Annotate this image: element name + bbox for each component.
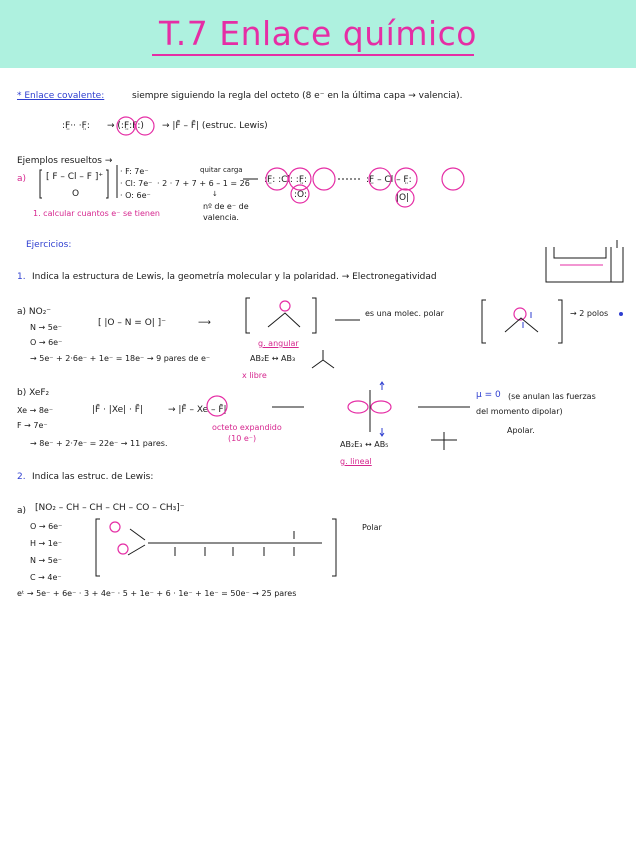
chain-formula: [NO₂ – CH – CH – CH – CO – CH₃]⁻ — [35, 503, 185, 513]
electron-cl: · Cl: 7e⁻ — [120, 179, 153, 188]
octet-rule: siempre siguiendo la regla del octeto (8 e⁻ en la última capa → valencia). — [132, 91, 463, 101]
exercises-heading: Ejercicios: — [26, 240, 72, 250]
f-atom-circle-1 — [117, 117, 135, 135]
chain-charge-circle-2 — [118, 544, 128, 554]
no2-arrow: ⟶ — [198, 318, 211, 328]
xef2-calc: → 8e⁻ + 2·7e⁻ = 22e⁻ → 11 pares. — [30, 439, 168, 448]
lewis-circle-o — [291, 185, 309, 203]
result-2: :F̤ – Cl – F̤: — [366, 175, 412, 185]
bracket-left-example — [40, 170, 42, 198]
chain-o: O → 6e⁻ — [30, 522, 63, 531]
page-title: T.7 Enlace químico — [159, 14, 477, 53]
xef2-xe: Xe → 8e⁻ — [17, 406, 54, 415]
orbital-right — [371, 401, 391, 413]
bracket-right-no2 — [312, 298, 316, 333]
q2-number: 2. — [17, 472, 26, 482]
bracket-right-polar — [558, 300, 562, 343]
chain-charge-circle-1 — [110, 522, 120, 532]
bracket-left-no2 — [246, 298, 250, 333]
no2-calc: → 5e⁻ + 2·6e⁻ + 1e⁻ = 18e⁻ → 9 pares de e⁻ — [30, 354, 211, 363]
no2-n: N → 5e⁻ — [30, 323, 63, 332]
f2-dots: :F̤·· ·F̤: — [62, 121, 90, 131]
mu-text: (se anulan las fuerzas — [508, 392, 596, 401]
valence-note: nº de e⁻ de valencia. — [203, 202, 249, 222]
apolar: Apolar. — [507, 426, 535, 435]
examples-heading: Ejemplos resueltos → — [17, 156, 113, 166]
chain-h: H → 1e⁻ — [30, 539, 63, 548]
chain-n: N → 5e⁻ — [30, 556, 63, 565]
example-a-label: a) — [17, 174, 27, 184]
ab5-sketch — [431, 432, 457, 450]
f2-lewis: → |F̄ – F̄| (estruc. Lewis) — [162, 121, 268, 131]
no2-lewis: [ |O – N = O| ]⁻ — [98, 318, 166, 328]
chain-total: eᵗ → 5e⁻ + 6e⁻ · 3 + 4e⁻ · 5 + 1e⁻ + 6 · 1e⁻ + 1e⁻ = 50e⁻ → 25 pares — [17, 589, 297, 598]
result-1: :F̤: :Cl: :F̤: — [264, 175, 308, 185]
xef2-ab: AB₂E₃ ↔ AB₅ — [340, 440, 389, 449]
xef2-label: b) XeF₂ — [17, 388, 50, 398]
no2-free: x libre — [242, 371, 267, 380]
q2-text: Indica las estruc. de Lewis: — [32, 472, 154, 482]
down-arrow: ↓ — [212, 190, 218, 198]
chain-polar: Polar — [362, 523, 382, 532]
polar-lone-pair-circle — [514, 308, 526, 320]
result-1-oxygen: :O: — [294, 190, 307, 200]
no2-lone-pair-circle — [280, 301, 290, 311]
nitro-bonds — [128, 529, 145, 555]
no2-o: O → 6e⁻ — [30, 338, 63, 347]
lewis2-circle-cl — [395, 168, 417, 190]
q1-number: 1. — [17, 272, 26, 282]
count-electrons-note: 1. calcular cuantos e⁻ se tienen — [33, 209, 160, 218]
xef2-geometry: g. lineal — [340, 457, 372, 466]
lewis2-circle-f1 — [369, 168, 391, 190]
octet-expanded-count: (10 e⁻) — [228, 434, 257, 443]
example-a-oxygen: O — [72, 189, 80, 199]
dipole-arrow-up — [380, 382, 384, 390]
lewis-circle-cl — [289, 168, 311, 190]
no2-polar: es una molec. polar — [365, 309, 444, 318]
chain-c: C → 4e⁻ — [30, 573, 62, 582]
mu-zero: μ = 0 — [476, 390, 501, 400]
xef2-lewis: |F̄ · |Xe| · F̄| — [92, 405, 143, 415]
no2-geometry: g. angular — [258, 339, 299, 348]
f-atom-circle-2 — [136, 117, 154, 135]
octet-expanded: octeto expandido — [212, 423, 282, 432]
xef2-f: F → 7e⁻ — [17, 421, 48, 430]
bracket-right-chain — [332, 519, 336, 576]
dipole-arrow-down — [380, 428, 384, 436]
no2-ab: AB₂E ↔ AB₃ — [250, 354, 296, 363]
mu-text-2: del momento dipolar) — [476, 407, 563, 416]
electron-o: · O: 6e⁻ — [120, 191, 151, 200]
orbital-left — [348, 401, 368, 413]
bracket-right-example — [106, 170, 108, 198]
electron-sum: · 2 · 7 + 7 + 6 – 1 = 26 — [157, 179, 250, 188]
bracket-left-chain — [96, 519, 100, 576]
minus-charge-note: quitar carga — [200, 166, 243, 174]
covalent-heading: * Enlace covalente: — [17, 91, 105, 101]
lewis2-circle-f2 — [442, 168, 464, 190]
no2-angular-bonds — [268, 313, 300, 327]
result-2-oxygen: |O| — [396, 193, 410, 203]
lewis-circle-f1 — [266, 168, 288, 190]
pole-dot — [619, 312, 623, 316]
no2-label: a) NO₂⁻ — [17, 307, 52, 317]
lewis2-circle-o — [396, 189, 414, 207]
no2-polos: → 2 polos — [570, 309, 609, 318]
f2-pair: → (:F̤:F̤:) — [107, 121, 144, 131]
xef2-lewis-2: → |F̄ – Xe – F̄| — [168, 405, 227, 415]
chain-label: a) — [17, 506, 27, 516]
lewis-circle-f2 — [313, 168, 335, 190]
q1-text: Indica la estructura de Lewis, la geometría molecular y la polaridad. → Electronegatividad — [32, 272, 437, 282]
ab3-sketch — [312, 350, 334, 368]
xe-circle — [207, 396, 227, 416]
example-a-formula: [ F – Cl – F ]⁺ — [46, 172, 104, 182]
bracket-left-polar — [482, 300, 486, 343]
electron-f: · F: 7e⁻ — [120, 167, 149, 176]
